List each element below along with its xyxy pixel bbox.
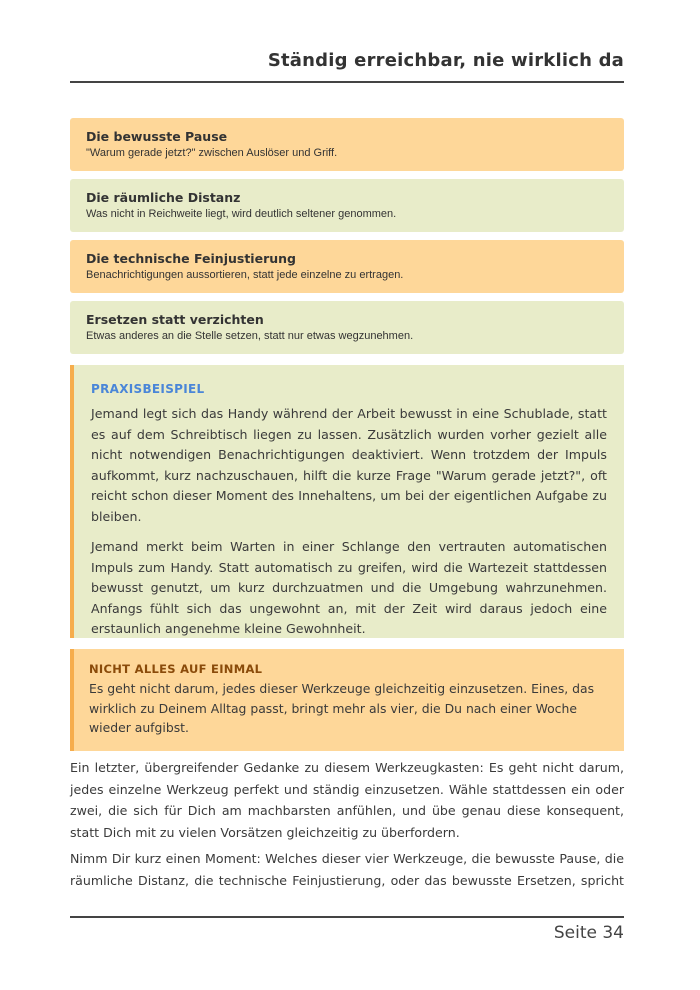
practice-example-paragraph: Jemand merkt beim Warten in einer Schlange den vertrauten automatischen Impuls zum Handy. Statt automatisch zu greifen, wird die Wartezeit stattdessen bewusst genutzt, um kurz durchzuatmen und die Umgebung wahrzunehmen. Anfangs fühlt sich das ungewohnt an, mit der Zeit wird daraus jedoch eine erstaunlich angenehme kleine Gewohnheit. — [91, 539, 607, 636]
tool-card-raeumliche-distanz — [70, 179, 624, 232]
note-box — [70, 649, 624, 751]
practice-example-label: PRAXISBEISPIEL — [91, 382, 205, 396]
body-paragraph: Ein letzter, übergreifender Gedanke zu diesem Werkzeugkasten: Es geht nicht darum, jedes einzelne Werkzeug perfekt und ständig einzusetzen. Wähle stattdessen ein oder zwei, die sich für Dich am machbarsten anfühlen, und übe genau diese konsequent, statt Dich mit zu vielen Vorsätzen gleichzeitig zu überfordern. — [70, 760, 624, 840]
tool-card-description: Was nicht in Reichweite liegt, wird deutlich seltener genommen. — [86, 208, 397, 220]
header-divider — [70, 81, 624, 83]
body-paragraph: Nimm Dir kurz einen Moment: Welches dieser vier Werkzeuge, die bewusste Pause, die räumliche Distanz, die technische Feinjustierung, oder das bewusste Ersetzen, spricht — [70, 851, 624, 888]
tool-card-description: Benachrichtigungen aussortieren, statt jede einzelne zu ertragen. — [86, 269, 404, 281]
tool-card-title: Die technische Feinjustierung — [86, 251, 296, 266]
tool-card-title: Die räumliche Distanz — [86, 190, 241, 205]
tool-card-title: Die bewusste Pause — [86, 129, 228, 144]
tool-card-description: "Warum gerade jetzt?" zwischen Auslöser und Griff. — [86, 147, 338, 159]
practice-example-paragraph: Jemand legt sich das Handy während der Arbeit bewusst in eine Schublade, statt es auf dem Schreibtisch liegen zu lassen. Zusätzlich wurden vorher gezielt alle nicht notwendigen Benachrichtigungen deaktiviert. Wenn trotzdem der Impuls aufkommt, kurz nachzuschauen, hilft die kurze Frage "Warum gerade jetzt?", oft reicht schon dieser Moment des Innehaltens, um bei der eigentlichen Aufgabe zu bleiben. — [91, 406, 607, 524]
tool-card-title: Ersetzen statt verzichten — [86, 312, 264, 327]
page-number: Seite 34 — [553, 923, 624, 943]
tool-card-bewusste-pause — [70, 118, 624, 171]
page-header-title: Ständig erreichbar, nie wirklich da — [267, 50, 624, 71]
footer-divider — [70, 916, 624, 918]
tool-card-description: Etwas anderes an die Stelle setzen, statt nur etwas wegzunehmen. — [86, 330, 414, 342]
note-text: Es geht nicht darum, jedes dieser Werkzeuge gleichzeitig einzusetzen. Eines, das wirklich zu Deinem Alltag passt, bringt mehr als vier, die Du nach einer Woche wieder aufgibst. — [89, 681, 595, 735]
tool-card-ersetzen-statt-verzichten — [70, 301, 624, 354]
tool-card-technische-feinjustierung — [70, 240, 624, 293]
note-label: NICHT ALLES AUF EINMAL — [89, 662, 263, 676]
practice-example-box — [70, 365, 624, 638]
